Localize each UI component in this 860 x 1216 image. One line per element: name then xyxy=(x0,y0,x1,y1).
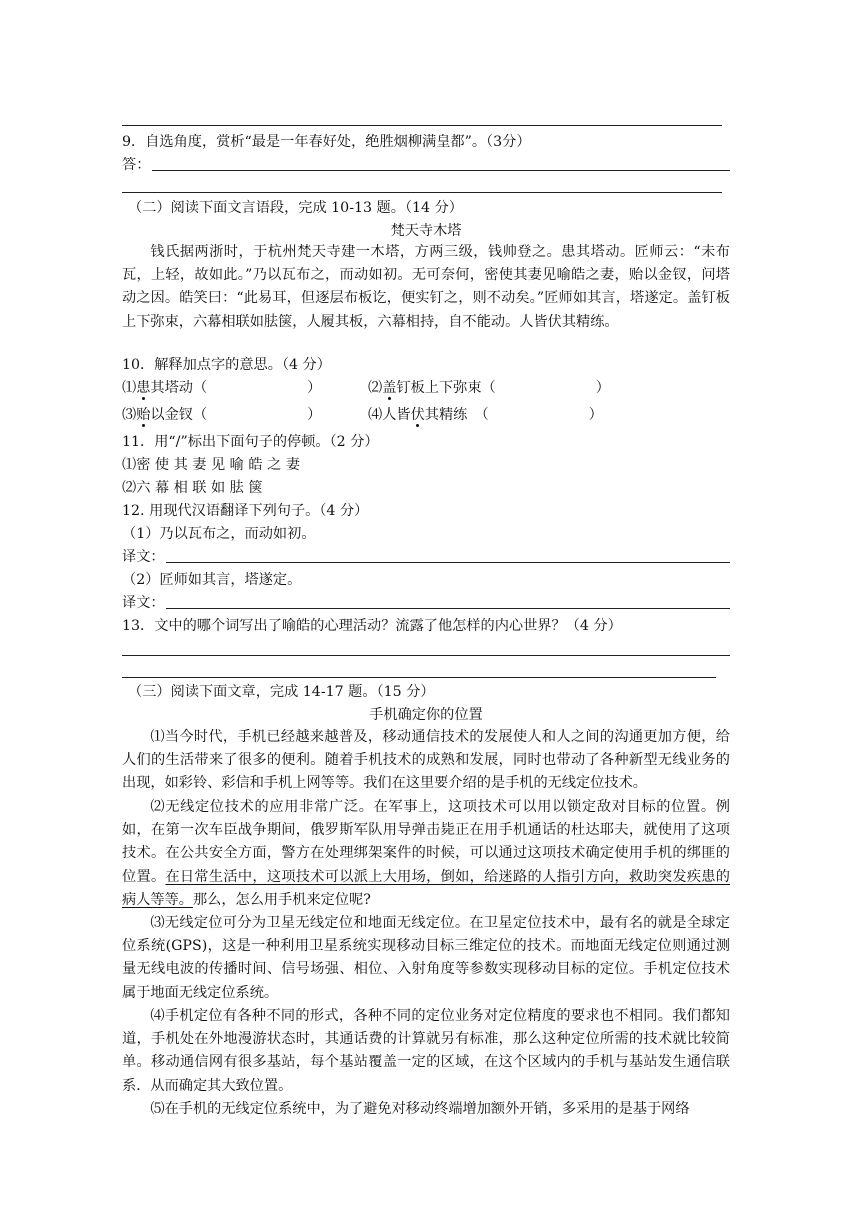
q12-sentence-1: （1）乃以瓦布之，而动如初。 xyxy=(122,526,316,542)
passage-title: 梵天寺木塔 xyxy=(390,223,462,239)
q11-sentence-1: ⑴密 使 其 妻 见 喻 皓 之 妻 xyxy=(122,457,300,473)
question-9: 9．自选角度，赏析“最是一年春好处，绝胜烟柳满皇都”。（3分） xyxy=(122,134,531,150)
article-title: 手机确定你的位置 xyxy=(369,707,483,723)
answer-line[interactable] xyxy=(152,170,730,171)
q10-item-1: ⑴患其塔动（ ） xyxy=(122,380,322,396)
translation-label: 译文： xyxy=(122,595,165,611)
dotted-char: 盖 xyxy=(382,380,397,396)
dotted-char: 贻 xyxy=(136,407,151,423)
underlined-sentence: 在日常生活中，这项技术可以派上大用场，倒如，给迷路的人指引方向，救助突发疾患的病人等等。 xyxy=(122,868,730,908)
question-10: 10．解释加点字的意思。（4 分） xyxy=(122,357,331,373)
q10-item-4: ⑷人皆伏其精练 （ ） xyxy=(368,407,603,423)
q10-item-2: ⑵盖钉板上下弥束（ ） xyxy=(368,380,610,396)
section-heading: （二）阅读下面文言语段，完成 10-13 题。（14 分） xyxy=(128,200,463,216)
article-paragraph-5: ⑸在手机的无线定位系统中，为了避免对移动终端增加额外开销，多采用的是基于网络 xyxy=(150,1101,690,1117)
question-13: 13．文中的哪个词写出了喻皓的心理活动？流露了他怎样的内心世界？（4 分） xyxy=(122,618,622,634)
article-paragraph-2: ⑵无线定位技术的应用非常广泛。在军事上，这项技术可以用以锁定敌对目标的位置。例如，在第一次车臣战争期间，俄罗斯军队用导弹击毙正在用手机通话的杜达耶夫，就使用了这项技术。在公共安全方面，警方在处理绑架案件的时候，可以通过这项技术确定使用手机的绑匪的位置。在日常生活中，这项技术可以派上大用场，倒如，给迷路的人指引方向，救助突发疾患的病人等等。那么，怎么用手机来定位呢? xyxy=(122,799,730,908)
article-paragraph-4: ⑷手机定位有各种不同的形式，各种不同的定位业务对定位精度的要求也不相同。我们都知道，手机处在外地漫游状态时，其通话费的计算就另有标准，那么这种定位所需的技术就比较简单。移动通信网有很多基站，每个基站覆盖一定的区域，在这个区域内的手机与基站发生通信联系．从而确定其大致位置。 xyxy=(122,1008,730,1094)
question-11: 11．用“/”标出下面句子的停顿。（2 分） xyxy=(122,434,379,450)
dotted-char: 患 xyxy=(136,380,151,396)
answer-line[interactable] xyxy=(122,655,730,656)
answer-label: 答： xyxy=(122,157,151,173)
q11-sentence-2: ⑵六 幕 相 联 如 胠 箧 xyxy=(122,480,263,496)
answer-line[interactable] xyxy=(166,562,730,563)
dotted-char: 伏 xyxy=(410,407,425,423)
answer-line[interactable] xyxy=(122,677,716,678)
q12-sentence-2: （2）匠师如其言，塔遂定。 xyxy=(122,572,302,588)
translation-label: 译文： xyxy=(122,549,165,565)
section-heading: （三）阅读下面文章，完成 14-17 题。（15 分） xyxy=(128,684,435,700)
classical-passage: 钱氏据两浙时，于杭州梵天寺建一木塔，方两三级，钱帅登之。患其塔动。匠师云：“未布瓦，上轻，故如此。”乃以瓦布之，而动如初。无可奈何，密使其妻见喻皓之妻，贻以金钗，问塔动之因。皓笑曰：“此易耳，但逐层布板讫，便实钉之，则不动矣。”匠师如其言，塔遂定。盖钉板上下弥束，六幕相联如胠箧，人履其板，六幕相持，自不能动。人皆伏其精练。 xyxy=(122,244,730,330)
question-12: 12. 用现代汉语翻译下列句子。（4 分） xyxy=(122,503,369,519)
article-paragraph-1: ⑴当今时代，手机已经越来越普及，移动通信技术的发展使人和人之间的沟通更加方便，给人们的生活带来了很多的便利。随着手机技术的成熟和发展，同时也带动了各种新型无线业务的出现，如彩铃、彩信和手机上网等等。我们在这里要介绍的是手机的无线定位技术。 xyxy=(122,729,730,792)
answer-line[interactable] xyxy=(166,608,730,609)
article-paragraph-3: ⑶无线定位可分为卫星无线定位和地面无线定位。在卫星定位技术中，最有名的就是全球定位系统(GPS)，这是一种利用卫星系统实现移动目标三维定位的技术。而地面无线定位则通过测量无线电波的传播时间、信号场强、相位、入射角度等参数实现移动目标的定位。手机定位技术属于地面无线定位系统。 xyxy=(122,915,730,1001)
q10-item-3: ⑶贻以金钗（ ） xyxy=(122,407,322,423)
answer-line xyxy=(122,125,722,126)
answer-line[interactable] xyxy=(122,192,722,193)
